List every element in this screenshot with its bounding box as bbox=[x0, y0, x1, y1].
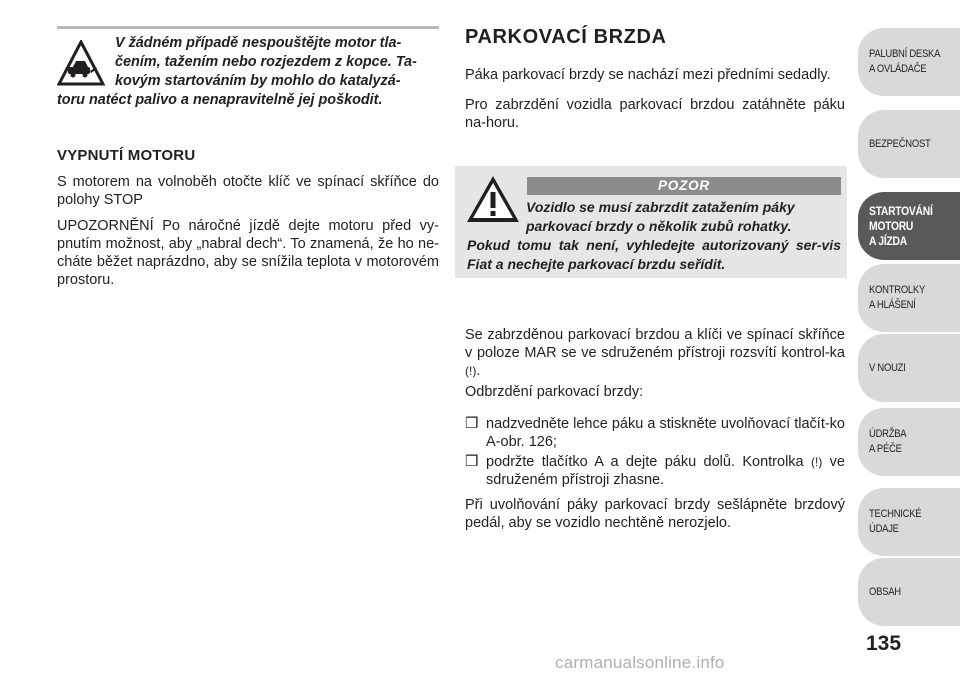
engine-off-paragraph: S motorem na volnoběh otočte klíč ve spínací skříňce do polohy STOP bbox=[57, 174, 439, 208]
list-item-text: nadzvedněte lehce páku a stiskněte uvolňovací tlačít-ko A-obr. 126; bbox=[486, 416, 845, 450]
engine-start-warning bbox=[57, 34, 439, 110]
tab-emergency[interactable] bbox=[858, 334, 960, 402]
engine-start-warning-text bbox=[57, 34, 439, 110]
list-item-text-a: podržte tlačítko A a dejte páku dolů. Kontrolka bbox=[486, 454, 811, 470]
list-item bbox=[465, 415, 845, 451]
checkbox-bullet-icon: ❒ bbox=[465, 415, 479, 432]
tab-label: OBSAH bbox=[869, 585, 901, 598]
watermark: carmanualsonline.info bbox=[555, 653, 725, 672]
list-item-text bbox=[465, 453, 845, 489]
parking-brake-apply: Pro zabrzdění vozidla parkovací brzdou zatáhněte páku na-horu. bbox=[465, 97, 845, 131]
caution-line-2: parkovací brzdy o několik zubů rohatky. bbox=[526, 218, 792, 234]
tab-label: BEZPEČNOST bbox=[869, 137, 931, 150]
brake-indicator-paragraph bbox=[465, 326, 845, 380]
tab-warning-lights[interactable] bbox=[858, 264, 960, 332]
car-tow-warning-icon bbox=[57, 40, 105, 88]
brake-indicator-text: Se zabrzděnou parkovací brzdou a klíči ve spínací skříňce v poloze MAR se ve sdruženém přístroji rozsvítí kontrol-ka bbox=[465, 327, 845, 361]
tab-label: V NOUZI bbox=[869, 361, 906, 374]
warning-line-4: toru natéct palivo a nenapravitelně jej poškodit. bbox=[57, 92, 383, 108]
list-item-text-b: ve sdruženém přístroji zhasne. bbox=[486, 454, 845, 488]
tab-label: STARTOVÁNÍ MOTORU A JÍZDA bbox=[869, 203, 933, 248]
caution-label: POZOR bbox=[527, 177, 841, 195]
parking-brake-indicator-icon: (!) bbox=[810, 455, 823, 469]
tab-label: ÚDRŽBA A PÉČE bbox=[869, 428, 907, 455]
warning-line-3: kovým startováním by mohlo do katalyzá- bbox=[115, 73, 401, 89]
page-number: 135 bbox=[866, 632, 902, 655]
tab-label: KONTROLKY A HLÁŠENÍ bbox=[869, 284, 926, 311]
page-title: PARKOVACÍ BRZDA bbox=[465, 26, 667, 48]
tab-starting-driving[interactable] bbox=[858, 192, 960, 260]
caution-line-1: Vozidlo se musí zabrzdit zatažením páky bbox=[526, 199, 795, 215]
caution-text bbox=[467, 198, 841, 274]
caution-rest: Pokud tomu tak není, vyhledejte autorizovaný ser-vis Fiat a nechejte parkovací brzdu seřídit. bbox=[467, 237, 841, 272]
tab-maintenance[interactable] bbox=[858, 408, 960, 476]
brake-indicator-end: . bbox=[476, 363, 481, 379]
tab-contents[interactable] bbox=[858, 558, 960, 626]
warning-line-1: V žádném případě nespouštějte motor tla- bbox=[115, 35, 402, 51]
tab-label: TECHNICKÉ ÚDAJE bbox=[869, 508, 922, 535]
parking-brake-location: Páka parkovací brzdy se nachází mezi předními sedadly. bbox=[465, 67, 831, 83]
engine-off-note: UPOZORNĚNÍ Po náročné jízdě dejte motoru před vy-pnutím možnost, aby „nabral dech“. To znamená, že ho ne-cháte běžet naprázdno, aby se snížila teplota v motorovém prostoru. bbox=[57, 218, 439, 288]
section-title-engine-off: VYPNUTÍ MOTORU bbox=[57, 147, 196, 164]
tab-dashboard-controls[interactable] bbox=[858, 28, 960, 96]
tab-safety[interactable] bbox=[858, 110, 960, 178]
warning-line-2: čením, tažením nebo rozjezdem z kopce. Ta- bbox=[115, 54, 417, 70]
tab-technical-data[interactable] bbox=[858, 488, 960, 556]
tab-label: PALUBNÍ DESKA A OVLÁDAČE bbox=[869, 48, 941, 75]
caution-box bbox=[455, 166, 847, 278]
parking-brake-indicator-icon: (!) bbox=[465, 364, 477, 378]
release-heading: Odbrzdění parkovací brzdy: bbox=[465, 384, 644, 400]
checkbox-bullet-icon: ❒ bbox=[465, 453, 479, 470]
list-item bbox=[465, 453, 845, 489]
release-note: Při uvolňování páky parkovací brzdy sešlápněte brzdový pedál, aby se vozidlo nechtěně nerozjelo. bbox=[465, 497, 845, 531]
top-rule bbox=[57, 26, 439, 29]
